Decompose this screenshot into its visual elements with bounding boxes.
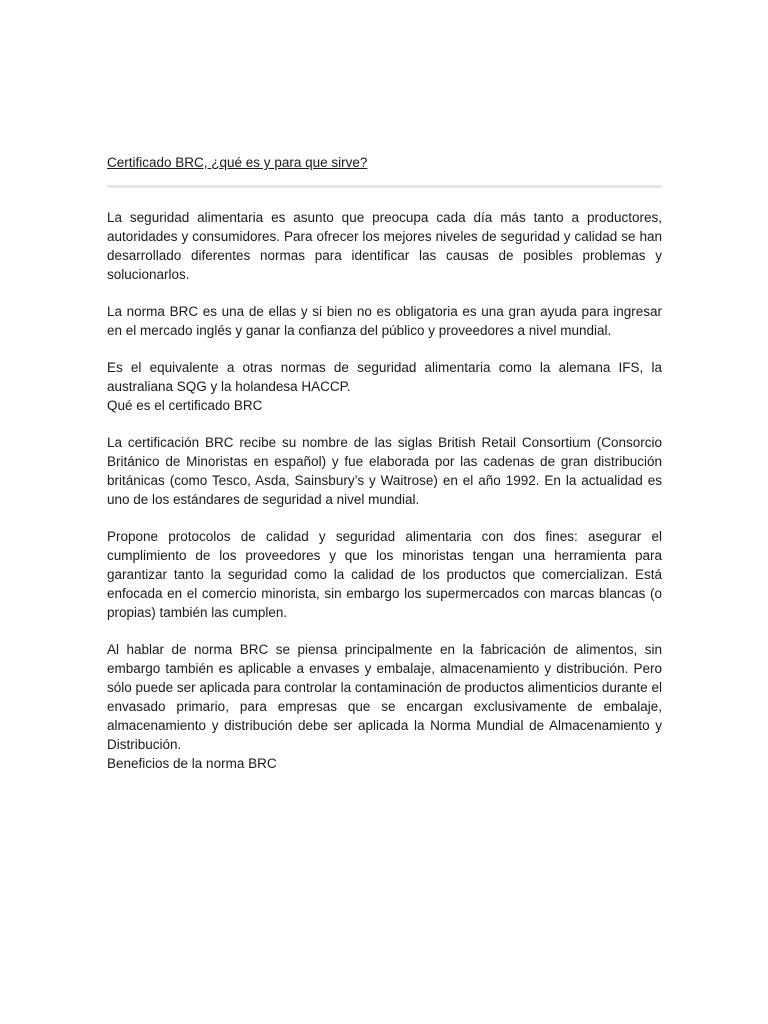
title-divider (107, 185, 662, 188)
what-is-paragraph-2: Propone protocolos de calidad y seguridad alimentaria con dos fines: asegurar el cumplimiento de los proveedores y que los minoristas tengan una herramienta para garantizar tanto la seguridad como la calidad de los productos que comercializan. Está enfocada en el comercio minorista, sin embargo los supermercados con marcas blancas (o propias) también las cumplen. (107, 529, 662, 620)
intro-paragraph-3: Es el equivalente a otras normas de seguridad alimentaria como la alemana IFS, la australiana SQG y la holandesa HACCP. (107, 360, 662, 394)
document-body (107, 153, 662, 773)
document-title: Certificado BRC, ¿qué es y para que sirve? (107, 155, 368, 170)
what-is-paragraph-1: La certificación BRC recibe su nombre de las siglas British Retail Consortium (Consorcio Británico de Minoristas en español) y fue elaborada por las cadenas de gran distribución británicas (como Tesco, Asda, Sainsbury’s y Waitrose) en el año 1992. En la actualidad es uno de los estándares de seguridad a nivel mundial. (107, 435, 662, 507)
section-heading-benefits: Beneficios de la norma BRC (107, 756, 277, 771)
section-heading-what-is: Qué es el certificado BRC (107, 398, 263, 413)
what-is-paragraph-3: Al hablar de norma BRC se piensa principalmente en la fabricación de alimentos, sin embargo también es aplicable a envases y embalaje, almacenamiento y distribución. Pero sólo puede ser aplicada para controlar la contaminación de productos alimenticios durante el envasado primario, para empresas que se encargan exclusivamente de embalaje, almacenamiento y distribución debe ser aplicada la Norma Mundial de Almacenamiento y Distribución. (107, 642, 662, 752)
intro-paragraph-2: La norma BRC es una de ellas y si bien no es obligatoria es una gran ayuda para ingresar en el mercado inglés y ganar la confianza del público y proveedores a nivel mundial. (107, 304, 662, 338)
intro-paragraph-1: La seguridad alimentaria es asunto que preocupa cada día más tanto a productores, autoridades y consumidores. Para ofrecer los mejores niveles de seguridad y calidad se han desarrollado diferentes normas para identificar las causas de posibles problemas y solucionarlos. (107, 210, 662, 282)
